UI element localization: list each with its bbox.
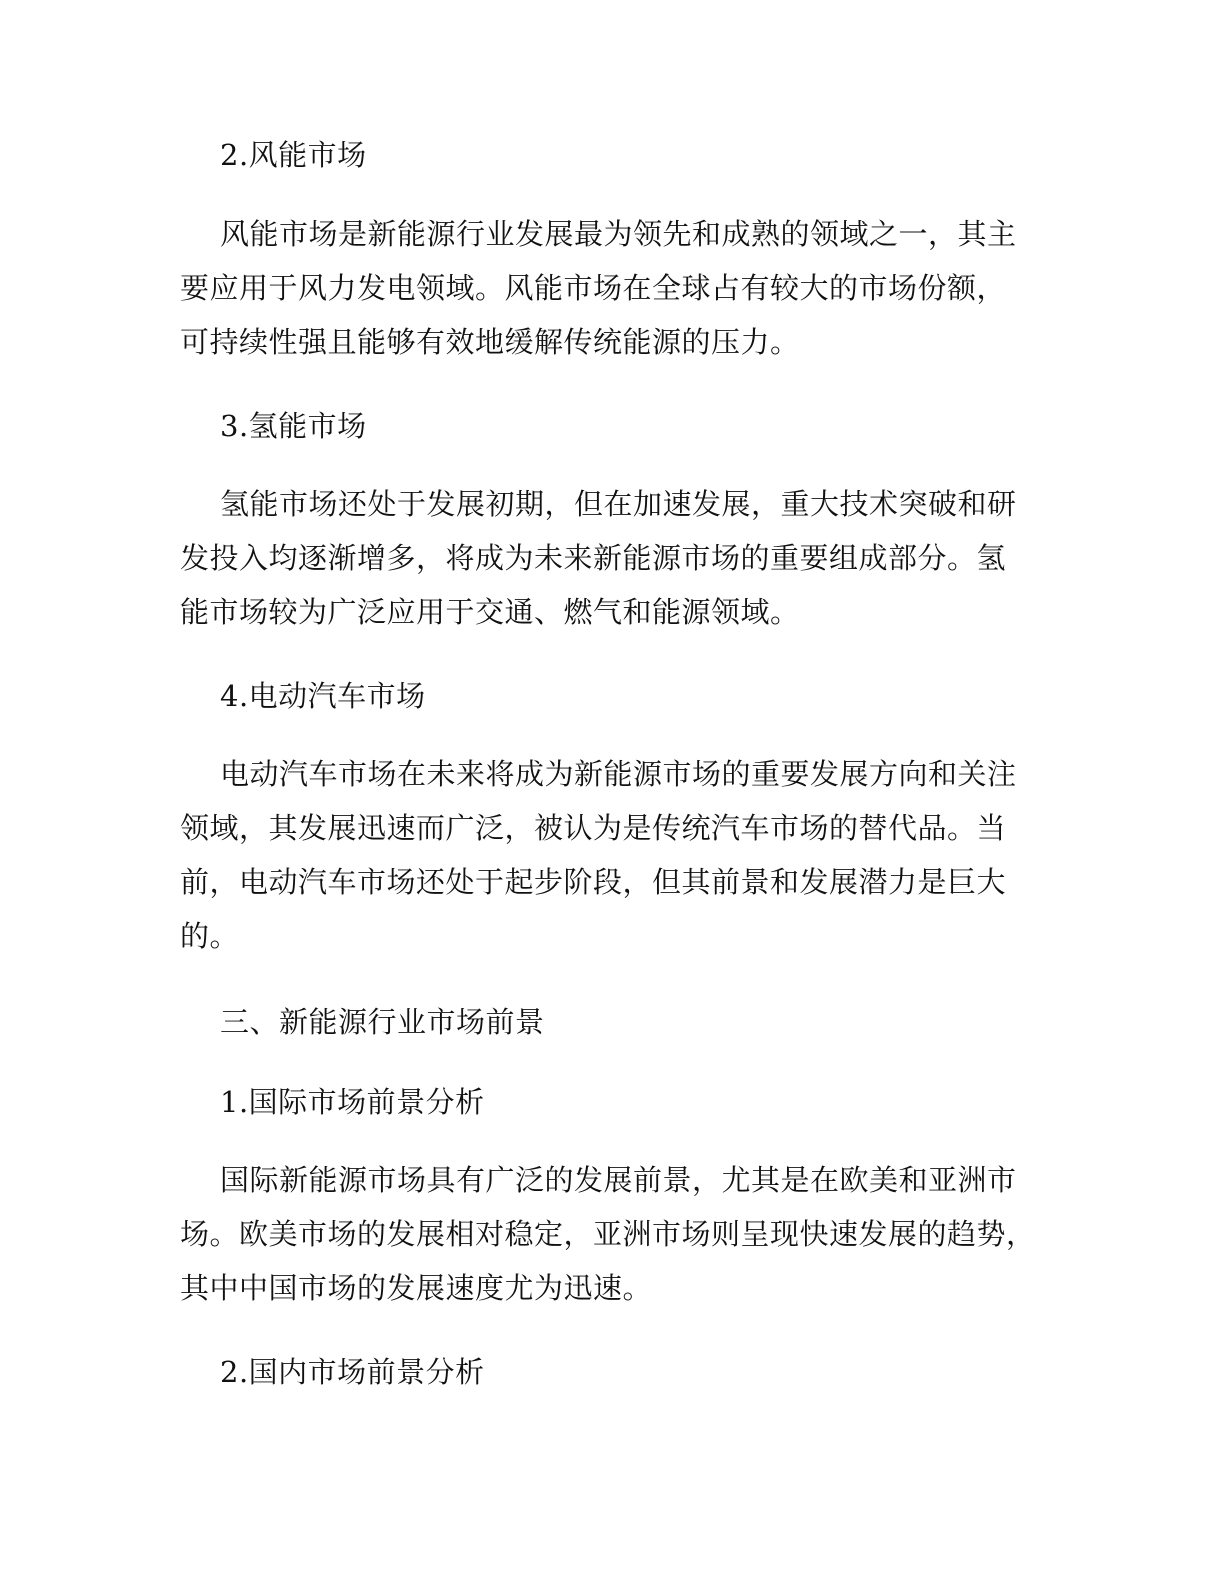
paragraph-ev-line-3: 前，电动汽车市场还处于起步阶段，但其前景和发展潜力是巨大 (180, 865, 1007, 899)
paragraph-wind-line-1: 风能市场是新能源行业发展最为领先和成熟的领域之一，其主 (220, 217, 1017, 251)
section-heading-wind: 2.风能市场 (220, 138, 367, 172)
paragraph-international-line-1: 国际新能源市场具有广泛的发展前景，尤其是在欧美和亚洲市 (220, 1163, 1017, 1197)
paragraph-hydrogen-line-3: 能市场较为广泛应用于交通、燃气和能源领域。 (180, 595, 800, 629)
paragraph-wind-line-3: 可持续性强且能够有效地缓解传统能源的压力。 (180, 325, 800, 359)
paragraph-international-line-2: 场。欧美市场的发展相对稳定，亚洲市场则呈现快速发展的趋势， (180, 1217, 1036, 1251)
section-heading-ev: 4.电动汽车市场 (220, 679, 426, 713)
section-heading-international: 1.国际市场前景分析 (220, 1085, 485, 1119)
paragraph-ev-line-1: 电动汽车市场在未来将成为新能源市场的重要发展方向和关注 (220, 757, 1017, 791)
paragraph-ev-line-4: 的。 (180, 919, 240, 953)
paragraph-hydrogen-line-1: 氢能市场还处于发展初期，但在加速发展，重大技术突破和研 (220, 487, 1017, 521)
paragraph-ev-line-2: 领域，其发展迅速而广泛，被认为是传统汽车市场的替代品。当 (180, 811, 1007, 845)
section-heading-hydrogen: 3.氢能市场 (220, 409, 367, 443)
paragraph-international-line-3: 其中中国市场的发展速度尤为迅速。 (180, 1271, 653, 1305)
section-heading-domestic: 2.国内市场前景分析 (220, 1355, 485, 1389)
chapter-heading-outlook: 三、新能源行业市场前景 (220, 1005, 545, 1039)
paragraph-hydrogen-line-2: 发投入均逐渐增多，将成为未来新能源市场的重要组成部分。氢 (180, 541, 1007, 575)
paragraph-wind-line-2: 要应用于风力发电领域。风能市场在全球占有较大的市场份额， (180, 271, 1007, 305)
